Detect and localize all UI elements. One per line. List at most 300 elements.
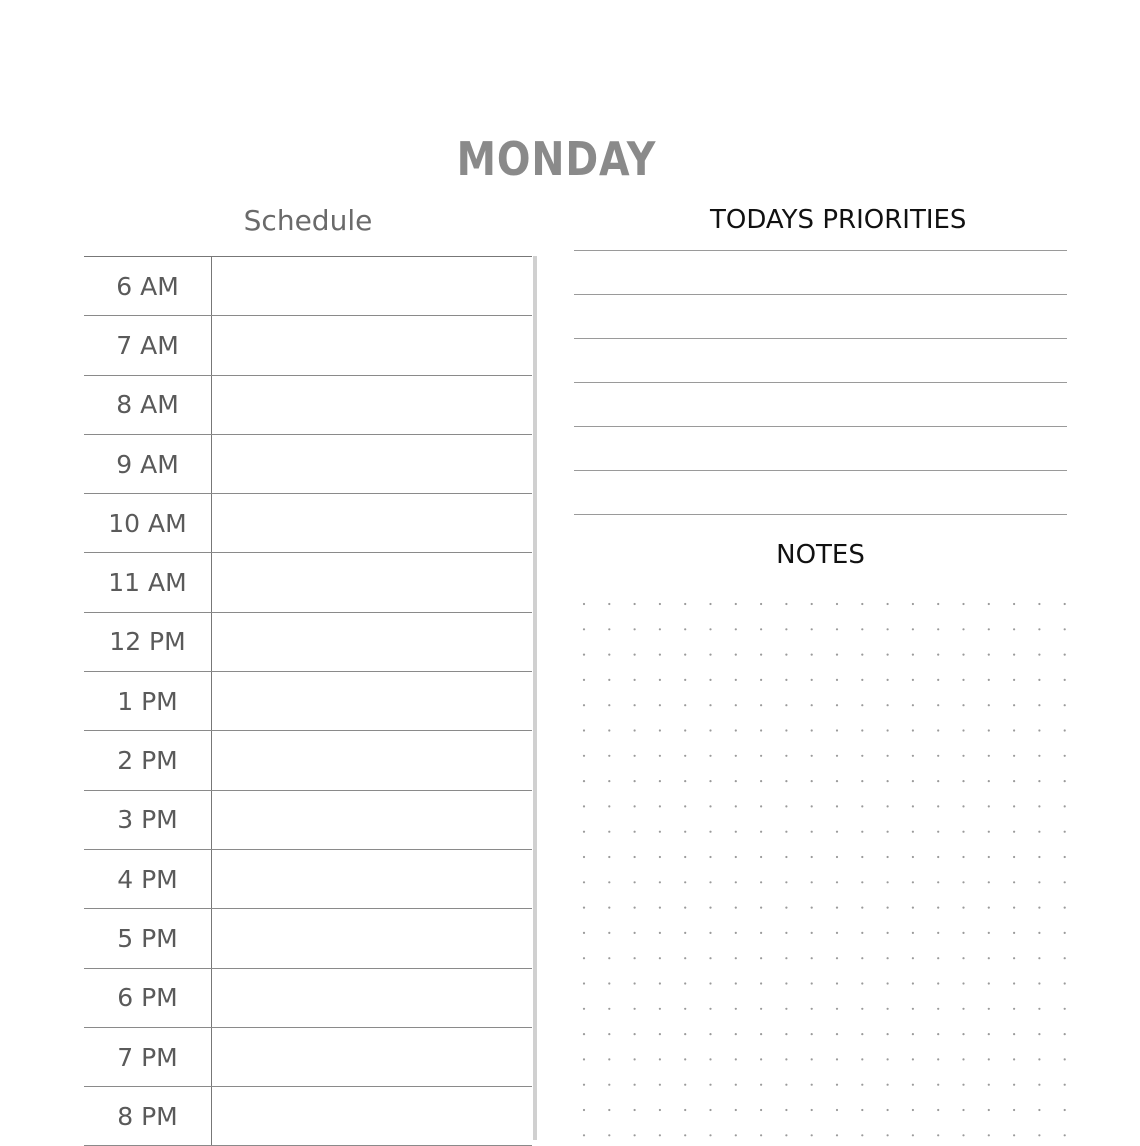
grid-dot: [760, 704, 762, 706]
grid-dot: [962, 1084, 964, 1086]
grid-dot: [659, 1058, 661, 1060]
grid-dot: [861, 982, 863, 984]
grid-dot: [887, 780, 889, 782]
schedule-entry-field[interactable]: [212, 613, 532, 671]
grid-dot: [937, 654, 939, 656]
grid-dot: [962, 679, 964, 681]
grid-dot: [608, 729, 610, 731]
grid-dot: [811, 957, 813, 959]
grid-dot: [1038, 881, 1040, 883]
grid-dot: [583, 704, 585, 706]
schedule-entry-field[interactable]: [212, 257, 532, 315]
grid-dot: [634, 982, 636, 984]
grid-dot: [1064, 907, 1066, 909]
grid-dot: [912, 982, 914, 984]
grid-dot: [962, 957, 964, 959]
grid-dot: [634, 1008, 636, 1010]
schedule-row: [84, 969, 532, 1028]
grid-dot: [861, 1134, 863, 1136]
grid-dot: [887, 628, 889, 630]
priority-line[interactable]: [574, 250, 1067, 294]
grid-dot: [988, 907, 990, 909]
grid-dot: [735, 780, 737, 782]
grid-dot: [634, 729, 636, 731]
grid-dot: [811, 729, 813, 731]
grid-dot: [735, 1134, 737, 1136]
grid-dot: [735, 907, 737, 909]
grid-dot: [811, 1109, 813, 1111]
grid-dot: [1013, 1109, 1015, 1111]
grid-dot: [836, 1109, 838, 1111]
schedule-entry-field[interactable]: [212, 791, 532, 849]
grid-dot: [861, 1109, 863, 1111]
grid-dot: [1013, 932, 1015, 934]
schedule-entry-field[interactable]: [212, 969, 532, 1027]
grid-dot: [937, 957, 939, 959]
grid-dot: [962, 704, 964, 706]
grid-dot: [735, 1084, 737, 1086]
schedule-entry-field[interactable]: [212, 494, 532, 552]
grid-dot: [709, 755, 711, 757]
grid-dot: [988, 755, 990, 757]
priority-line[interactable]: [574, 338, 1067, 382]
grid-dot: [937, 1109, 939, 1111]
grid-dot: [962, 831, 964, 833]
grid-dot: [1064, 704, 1066, 706]
grid-dot: [962, 780, 964, 782]
grid-dot: [785, 1058, 787, 1060]
grid-dot: [684, 856, 686, 858]
grid-dot: [634, 856, 636, 858]
schedule-time-label: 5 PM: [84, 909, 212, 967]
grid-dot: [836, 982, 838, 984]
schedule-entry-field[interactable]: [212, 316, 532, 374]
grid-dot: [760, 1058, 762, 1060]
grid-dot: [988, 1084, 990, 1086]
grid-dot: [684, 1134, 686, 1136]
grid-dot: [785, 907, 787, 909]
grid-dot: [912, 729, 914, 731]
grid-dot: [988, 1134, 990, 1136]
grid-dot: [1064, 755, 1066, 757]
grid-dot: [836, 907, 838, 909]
grid-dot: [684, 1058, 686, 1060]
schedule-entry-field[interactable]: [212, 376, 532, 434]
grid-dot: [1038, 654, 1040, 656]
grid-dot: [988, 679, 990, 681]
grid-dot: [912, 1033, 914, 1035]
grid-dot: [887, 1084, 889, 1086]
grid-dot: [735, 805, 737, 807]
grid-dot: [836, 628, 838, 630]
schedule-time-label: 3 PM: [84, 791, 212, 849]
grid-dot: [735, 704, 737, 706]
grid-dot: [1064, 654, 1066, 656]
grid-dot: [634, 780, 636, 782]
grid-dot: [1013, 628, 1015, 630]
grid-dot: [1013, 755, 1015, 757]
grid-dot: [785, 856, 787, 858]
grid-dot: [988, 729, 990, 731]
schedule-time-label: 9 AM: [84, 435, 212, 493]
grid-dot: [1064, 1008, 1066, 1010]
grid-dot: [1038, 932, 1040, 934]
grid-dot: [760, 907, 762, 909]
grid-dot: [709, 982, 711, 984]
schedule-row: [84, 613, 532, 672]
grid-dot: [988, 881, 990, 883]
grid-dot: [1038, 982, 1040, 984]
grid-dot: [861, 603, 863, 605]
grid-dot: [912, 856, 914, 858]
grid-dot: [937, 755, 939, 757]
grid-dot: [937, 831, 939, 833]
grid-dot: [1064, 831, 1066, 833]
grid-dot: [962, 1058, 964, 1060]
grid-dot: [760, 1109, 762, 1111]
grid-dot: [785, 628, 787, 630]
grid-dot: [861, 932, 863, 934]
grid-dot: [962, 1008, 964, 1010]
grid-dot: [861, 1033, 863, 1035]
grid-dot: [785, 679, 787, 681]
grid-dot: [962, 932, 964, 934]
grid-dot: [861, 907, 863, 909]
grid-dot: [811, 1058, 813, 1060]
priority-line[interactable]: [574, 294, 1067, 338]
grid-dot: [811, 1084, 813, 1086]
grid-dot: [659, 654, 661, 656]
grid-dot: [836, 932, 838, 934]
schedule-time-label: 11 AM: [84, 553, 212, 611]
grid-dot: [962, 805, 964, 807]
grid-dot: [912, 654, 914, 656]
grid-dot: [760, 603, 762, 605]
grid-dot: [962, 729, 964, 731]
grid-dot: [634, 907, 636, 909]
schedule-entry-field[interactable]: [212, 435, 532, 493]
grid-dot: [684, 957, 686, 959]
grid-dot: [887, 1134, 889, 1136]
grid-dot: [988, 932, 990, 934]
grid-dot: [836, 1058, 838, 1060]
grid-dot: [962, 1134, 964, 1136]
grid-dot: [709, 957, 711, 959]
grid-dot: [583, 1109, 585, 1111]
grid-dot: [583, 679, 585, 681]
grid-dot: [785, 957, 787, 959]
grid-dot: [735, 1033, 737, 1035]
schedule-row: [84, 494, 532, 553]
grid-dot: [861, 805, 863, 807]
priority-line[interactable]: [574, 382, 1067, 426]
grid-dot: [1064, 957, 1066, 959]
schedule-time-label: 2 PM: [84, 731, 212, 789]
grid-dot: [760, 729, 762, 731]
grid-dot: [684, 831, 686, 833]
schedule-row: [84, 376, 532, 435]
grid-dot: [861, 654, 863, 656]
notes-dot-grid[interactable]: [574, 592, 1074, 1140]
grid-dot: [684, 755, 686, 757]
grid-dot: [1013, 654, 1015, 656]
grid-dot: [1013, 1033, 1015, 1035]
grid-dot: [659, 805, 661, 807]
grid-dot: [659, 881, 661, 883]
grid-dot: [735, 982, 737, 984]
grid-dot: [811, 1033, 813, 1035]
schedule-entry-field[interactable]: [212, 1087, 532, 1145]
grid-dot: [1038, 755, 1040, 757]
grid-dot: [1064, 628, 1066, 630]
grid-dot: [583, 1134, 585, 1136]
grid-dot: [785, 1008, 787, 1010]
grid-dot: [1064, 932, 1066, 934]
grid-dot: [1038, 1058, 1040, 1060]
grid-dot: [709, 1033, 711, 1035]
grid-dot: [634, 603, 636, 605]
grid-dot: [937, 907, 939, 909]
schedule-row: [84, 257, 532, 316]
grid-dot: [785, 831, 787, 833]
schedule-entry-field[interactable]: [212, 909, 532, 967]
grid-dot: [785, 780, 787, 782]
schedule-time-label: 6 PM: [84, 969, 212, 1027]
grid-dot: [634, 1134, 636, 1136]
schedule-time-label: 12 PM: [84, 613, 212, 671]
grid-dot: [836, 1134, 838, 1136]
priority-line[interactable]: [574, 426, 1067, 470]
grid-dot: [887, 729, 889, 731]
grid-dot: [1038, 805, 1040, 807]
grid-dot: [1064, 1084, 1066, 1086]
grid-dot: [709, 628, 711, 630]
grid-dot: [861, 1058, 863, 1060]
grid-dot: [811, 907, 813, 909]
grid-dot: [912, 704, 914, 706]
grid-dot: [583, 1008, 585, 1010]
grid-dot: [836, 881, 838, 883]
grid-dot: [937, 1008, 939, 1010]
schedule-time-label: 7 PM: [84, 1028, 212, 1086]
grid-dot: [1064, 856, 1066, 858]
grid-dot: [608, 856, 610, 858]
grid-dot: [937, 805, 939, 807]
grid-dot: [1013, 704, 1015, 706]
grid-dot: [1013, 1058, 1015, 1060]
grid-dot: [1038, 1008, 1040, 1010]
grid-dot: [836, 704, 838, 706]
schedule-row: [84, 731, 532, 790]
priorities-list: [574, 250, 1067, 515]
grid-dot: [709, 1109, 711, 1111]
grid-dot: [583, 755, 585, 757]
schedule-time-label: 8 AM: [84, 376, 212, 434]
grid-dot: [962, 982, 964, 984]
grid-dot: [861, 704, 863, 706]
grid-dot: [684, 805, 686, 807]
grid-dot: [962, 1109, 964, 1111]
grid-dot: [1013, 1084, 1015, 1086]
grid-dot: [659, 957, 661, 959]
grid-dot: [709, 679, 711, 681]
schedule-entry-field[interactable]: [212, 1028, 532, 1086]
grid-dot: [659, 1033, 661, 1035]
grid-dot: [887, 704, 889, 706]
schedule-row: [84, 672, 532, 731]
grid-dot: [608, 1033, 610, 1035]
grid-dot: [583, 1084, 585, 1086]
grid-dot: [962, 603, 964, 605]
grid-dot: [1038, 704, 1040, 706]
grid-dot: [887, 654, 889, 656]
grid-dot: [735, 881, 737, 883]
grid-dot: [608, 780, 610, 782]
grid-dot: [861, 831, 863, 833]
grid-dot: [659, 907, 661, 909]
grid-dot: [659, 603, 661, 605]
grid-dot: [608, 755, 610, 757]
grid-dot: [988, 1109, 990, 1111]
grid-dot: [608, 704, 610, 706]
grid-dot: [887, 932, 889, 934]
grid-dot: [912, 679, 914, 681]
grid-dot: [785, 1084, 787, 1086]
schedule-time-label: 6 AM: [84, 257, 212, 315]
grid-dot: [1038, 907, 1040, 909]
grid-dot: [583, 831, 585, 833]
grid-dot: [937, 628, 939, 630]
grid-dot: [735, 856, 737, 858]
grid-dot: [1013, 780, 1015, 782]
grid-dot: [988, 654, 990, 656]
grid-dot: [937, 932, 939, 934]
grid-dot: [811, 628, 813, 630]
grid-dot: [1038, 603, 1040, 605]
grid-dot: [608, 831, 610, 833]
grid-dot: [811, 805, 813, 807]
grid-dot: [760, 679, 762, 681]
grid-dot: [785, 932, 787, 934]
grid-dot: [988, 780, 990, 782]
grid-dot: [861, 881, 863, 883]
grid-dot: [634, 831, 636, 833]
grid-dot: [1013, 881, 1015, 883]
schedule-entry-field[interactable]: [212, 553, 532, 611]
grid-dot: [608, 907, 610, 909]
grid-dot: [659, 628, 661, 630]
notes-heading: NOTES: [776, 540, 865, 570]
grid-dot: [1013, 831, 1015, 833]
grid-dot: [1064, 881, 1066, 883]
grid-dot: [912, 881, 914, 883]
grid-dot: [836, 1084, 838, 1086]
grid-dot: [811, 932, 813, 934]
grid-dot: [887, 1058, 889, 1060]
grid-dot: [608, 1058, 610, 1060]
grid-dot: [1064, 982, 1066, 984]
grid-dot: [1038, 729, 1040, 731]
grid-dot: [912, 780, 914, 782]
grid-dot: [760, 881, 762, 883]
grid-dot: [684, 881, 686, 883]
grid-dot: [785, 1134, 787, 1136]
grid-dot: [1038, 856, 1040, 858]
grid-dot: [988, 957, 990, 959]
grid-dot: [811, 1008, 813, 1010]
schedule-entry-field[interactable]: [212, 850, 532, 908]
grid-dot: [1013, 957, 1015, 959]
grid-dot: [836, 654, 838, 656]
grid-dot: [735, 831, 737, 833]
grid-dot: [912, 603, 914, 605]
grid-dot: [785, 729, 787, 731]
grid-dot: [634, 755, 636, 757]
grid-dot: [887, 856, 889, 858]
grid-dot: [583, 603, 585, 605]
grid-dot: [836, 856, 838, 858]
grid-dot: [887, 679, 889, 681]
grid-dot: [988, 704, 990, 706]
grid-dot: [1038, 1109, 1040, 1111]
grid-dot: [1064, 679, 1066, 681]
grid-dot: [634, 679, 636, 681]
grid-dot: [912, 628, 914, 630]
grid-dot: [760, 957, 762, 959]
grid-dot: [709, 780, 711, 782]
grid-dot: [1038, 628, 1040, 630]
schedule-row: [84, 1087, 532, 1146]
grid-dot: [760, 932, 762, 934]
grid-dot: [634, 932, 636, 934]
grid-dot: [1038, 1134, 1040, 1136]
grid-dot: [709, 907, 711, 909]
grid-dot: [836, 831, 838, 833]
grid-dot: [988, 856, 990, 858]
grid-dot: [709, 856, 711, 858]
grid-dot: [912, 1058, 914, 1060]
grid-dot: [659, 755, 661, 757]
grid-dot: [735, 729, 737, 731]
grid-dot: [735, 654, 737, 656]
grid-dot: [1064, 729, 1066, 731]
grid-dot: [608, 1134, 610, 1136]
grid-dot: [684, 1084, 686, 1086]
grid-dot: [988, 1033, 990, 1035]
grid-dot: [811, 856, 813, 858]
grid-dot: [608, 881, 610, 883]
schedule-entry-field[interactable]: [212, 672, 532, 730]
grid-dot: [634, 1109, 636, 1111]
schedule-time-label: 8 PM: [84, 1087, 212, 1145]
schedule-entry-field[interactable]: [212, 731, 532, 789]
schedule-time-label: 10 AM: [84, 494, 212, 552]
grid-dot: [887, 982, 889, 984]
schedule-row: [84, 850, 532, 909]
grid-dot: [760, 982, 762, 984]
priority-line[interactable]: [574, 470, 1067, 514]
grid-dot: [937, 679, 939, 681]
priority-line[interactable]: [574, 514, 1067, 515]
grid-dot: [684, 1008, 686, 1010]
grid-dot: [760, 654, 762, 656]
grid-dot: [583, 628, 585, 630]
grid-dot: [583, 856, 585, 858]
grid-dot: [785, 704, 787, 706]
grid-dot: [608, 654, 610, 656]
grid-dot: [912, 932, 914, 934]
grid-dot: [760, 1033, 762, 1035]
